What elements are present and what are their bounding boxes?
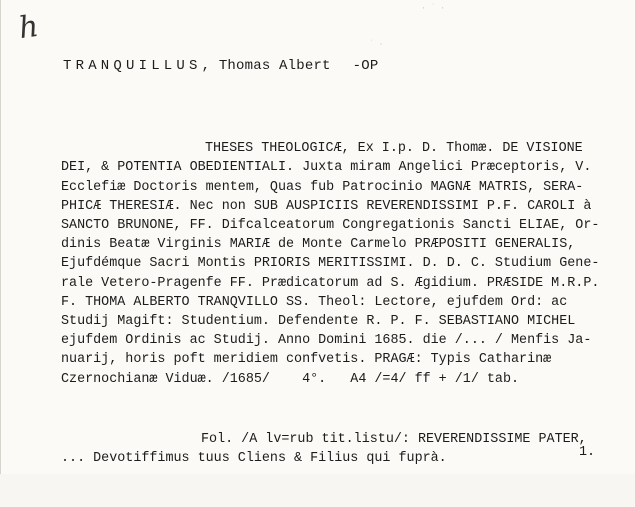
body-line: Studij Magift: Studentium. Defendente R. P. F. SEBASTIANO MICHEL (61, 314, 576, 330)
body-line: SANCTO BRUNONE, FF. Difcalceatorum Congregationis Sancti ELIAE, Or- (61, 218, 600, 234)
card-heading (63, 58, 378, 74)
card-number: 1. (579, 445, 596, 460)
body-line: nuarij, horis poft meridiem confvetis. PRAGÆ: Typis Catharinæ (61, 352, 552, 368)
faint-speck: · ˙ · (421, 4, 446, 13)
body-line: Ejufdémque Sacri Montis PRIORIS MERITISSIMI. D. D. C. Studium Gene- (61, 256, 600, 272)
body-line: THESES THEOLOGICÆ, Ex I.p. D. Thomæ. DE VISIONE (205, 141, 583, 157)
religious-order: -OP (352, 58, 379, 74)
body-line: F. THOMA ALBERTO TRANQVILLO SS. Theol: Lectore, ejufdem Ord: ac (61, 294, 568, 310)
collation-note (61, 411, 587, 507)
body-line: Czernochianæ Viduæ. /1685/ 4°. A4 /=4/ ff + /1/ tab. (61, 371, 520, 387)
author-given-names: , Thomas Albert (201, 58, 331, 74)
body-line: PHICÆ THERESIÆ. Nec non SUB AUSPICIIS REVERENDISSIMI P.F. CAROLI à (61, 198, 592, 214)
body-line: dinis Beatæ Virginis MARIÆ de Monte Carmelo PRÆPOSITI GENERALIS, (61, 237, 576, 253)
handwritten-mark: h (16, 8, 41, 47)
body-line: rale Vetero-Pragenfe FF. Prædicatorum ad S. Ægidium. PRÆSIDE M.R.P. (61, 275, 600, 291)
faint-speck: ˙ · (369, 40, 384, 49)
body-line: Ecclefiæ Doctoris mentem, Quas fub Patrocinio MAGNÆ MATRIS, SERA- (61, 179, 584, 195)
body-line: ejufdem Ordinis ac Studij. Anno Domini 1685. die /... / Menfis Ja- (61, 333, 592, 349)
collation-line: Fol. /A lv=rub tit.listu/: REVERENDISSIME PATER, (201, 432, 587, 448)
collation-line: ... Devotiffimus tuus Cliens & Filius qui fuprà. (61, 451, 447, 467)
body-line: DEI, & POTENTIA OBEDIENTIALI. Juxta miram Angelici Præceptoris, V. (61, 160, 592, 176)
author-surname: TRANQUILLUS (63, 58, 202, 74)
title-description (61, 120, 599, 427)
